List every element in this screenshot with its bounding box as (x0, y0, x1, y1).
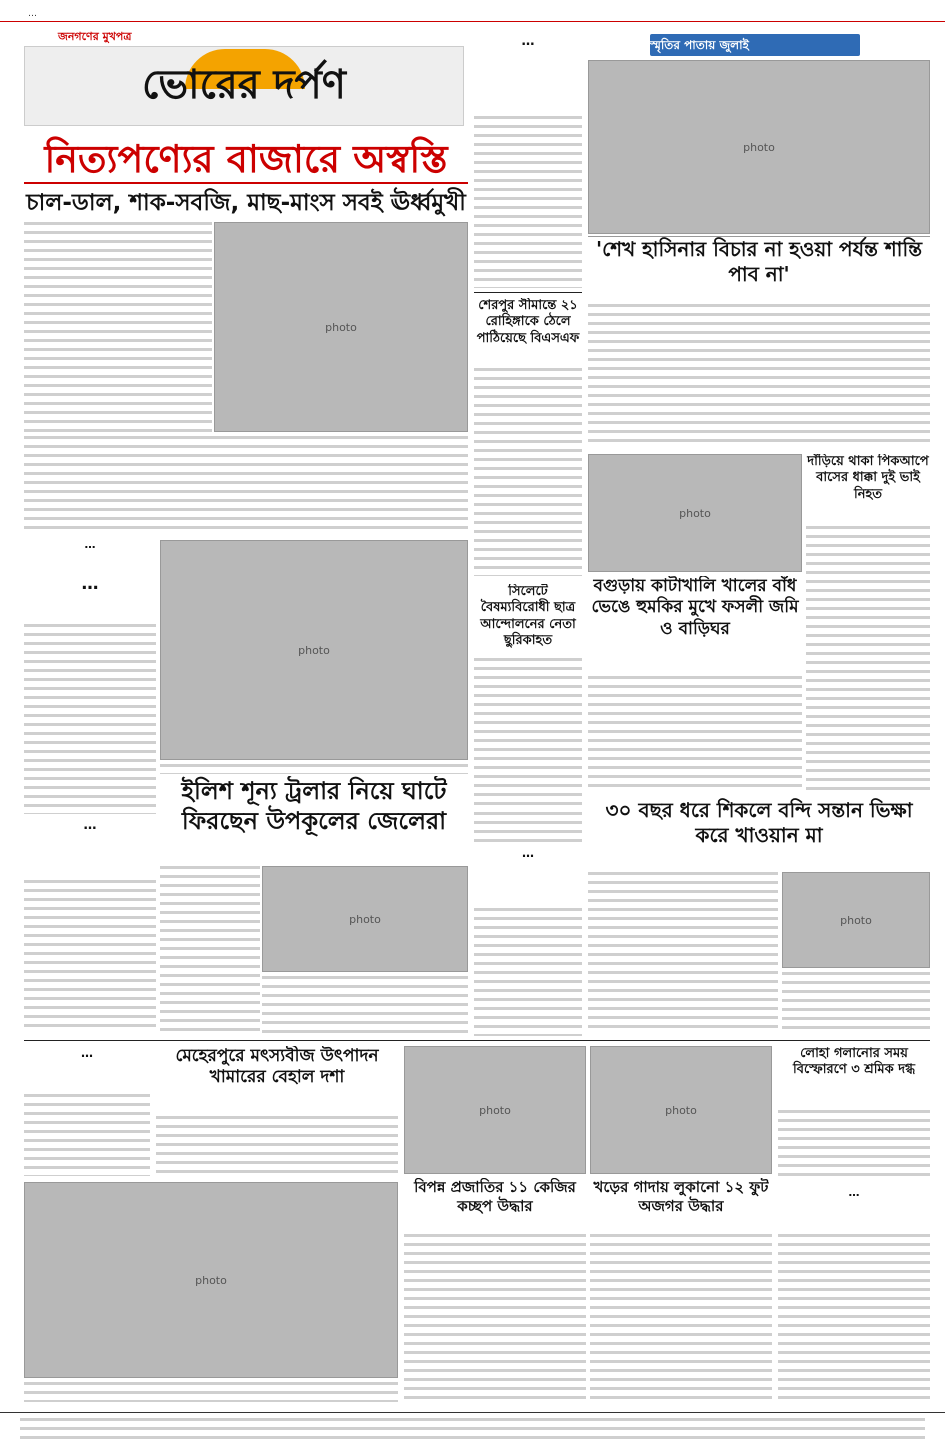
left-headline-2: … (84, 538, 96, 551)
sea-photo-caption (160, 764, 468, 774)
tagline: জনগণের মুখপত্র (58, 30, 132, 43)
hilsa-body-1 (160, 866, 260, 1036)
turtle-headline: বিপন্ন প্রজাতির ১১ কেজির কচ্ছপ উদ্ধার (414, 1178, 576, 1215)
python-photo: photo (590, 1046, 772, 1174)
brand-name: ভোরের দর্পণ (142, 61, 346, 108)
left-body-4 (24, 1094, 150, 1176)
chained-son-body-2 (782, 972, 930, 1032)
lead-headline: নিত্যপণ্যের বাজারে অস্বস্তি (44, 137, 448, 181)
lead-body-left (24, 222, 212, 432)
center-headline-1: … (521, 34, 535, 49)
event-photo-caption (24, 1382, 398, 1402)
python-headline: খড়ের গাদায় লুকানো ১২ ফুট অজগর উদ্ধার (593, 1178, 769, 1215)
lead-body-bottom (24, 436, 468, 532)
divider (474, 292, 582, 293)
sylhet-body (474, 658, 582, 808)
event-photo: photo (24, 1182, 398, 1378)
lead-headline-strip (24, 134, 468, 184)
hilsa-headline: ইলিশ শূন্য ট্রলার নিয়ে ঘাটে ফিরছেন উপকূলের জেলেরা (181, 777, 447, 835)
meherpur-headline: মেহেরপুরে মৎস্যবীজ উৎপাদন খামারের বেহাল দশা (175, 1046, 379, 1088)
sherpur-headline: শেরপুর সীমান্তে ২১ রোহিঙ্গাকে ঠেলে পাঠিয়েছে বিএসএফ (476, 298, 580, 346)
lead-subheadline: চাল-ডাল, শাক-সবজি, মাছ-মাংস সবই ঊর্ধ্বমুখী (26, 190, 466, 216)
sea-photo: photo (160, 540, 468, 760)
turtle-body (404, 1234, 586, 1404)
pickup-body (806, 526, 930, 790)
right-body-6 (778, 1234, 930, 1404)
center-body-1 (474, 116, 582, 288)
memorial-tag: স্মৃতির পাতায় জুলাই (650, 34, 860, 56)
center-body-2 (474, 812, 582, 842)
memorial-body (588, 304, 930, 448)
right-headline-6: … (848, 1186, 860, 1199)
memorial-quote: 'শেখ হাসিনার বিচার না হওয়া পর্যন্ত শান্তি পাব না' (588, 236, 930, 298)
left-headline-5: … (81, 1046, 93, 1060)
iron-blast-headline: লোহা গলানোর সময় বিস্ফোরণে ৩ শ্রমিক দগ্ধ (793, 1046, 915, 1078)
memorial-photo: photo (588, 60, 930, 234)
center-headline-2: … (522, 846, 534, 860)
sherpur-body (474, 368, 582, 576)
canal-photo: photo (588, 454, 802, 572)
brand-logo (24, 46, 464, 126)
date-line: … (28, 8, 37, 19)
pickup-headline: দাঁড়িয়ে থাকা পিকআপে বাসের ধাক্কা দুই ভাই নিহত (807, 454, 929, 502)
sylhet-headline: সিলেটে বৈষম্যবিরোধী ছাত্র আন্দোলনের নেতা ছুরিকাহত (480, 584, 576, 648)
section-divider (24, 1040, 930, 1041)
hilsa-body-2 (262, 976, 468, 1036)
bogura-dam-body (588, 676, 802, 790)
center-body-3 (474, 908, 582, 1036)
meherpur-body (156, 1116, 398, 1176)
imprint-lines (20, 1418, 925, 1444)
chained-son-headline: ৩০ বছর ধরে শিকলে বন্দি সন্তান ভিক্ষা করে খাওয়ান মা (605, 798, 913, 847)
python-body (590, 1234, 772, 1404)
chained-son-body-1 (588, 872, 778, 1032)
left-headline-4: … (83, 818, 97, 833)
top-info-bar (0, 6, 945, 22)
left-headline-3: … (81, 574, 99, 594)
bogura-dam-headline: বগুড়ায় কাটাখালি খালের বাঁধ ভেঙে হুমকির মুখে ফসলী জমি ও বাড়িঘর (591, 576, 799, 639)
boats-photo: photo (262, 866, 468, 972)
left-body-2 (24, 624, 156, 814)
turtle-photo: photo (404, 1046, 586, 1174)
iron-blast-body (778, 1110, 930, 1180)
masthead (24, 28, 474, 130)
left-body-3 (24, 880, 156, 1030)
mother-son-photo: photo (782, 872, 930, 968)
footer-imprint (0, 1412, 945, 1452)
market-photo: photo (214, 222, 468, 432)
